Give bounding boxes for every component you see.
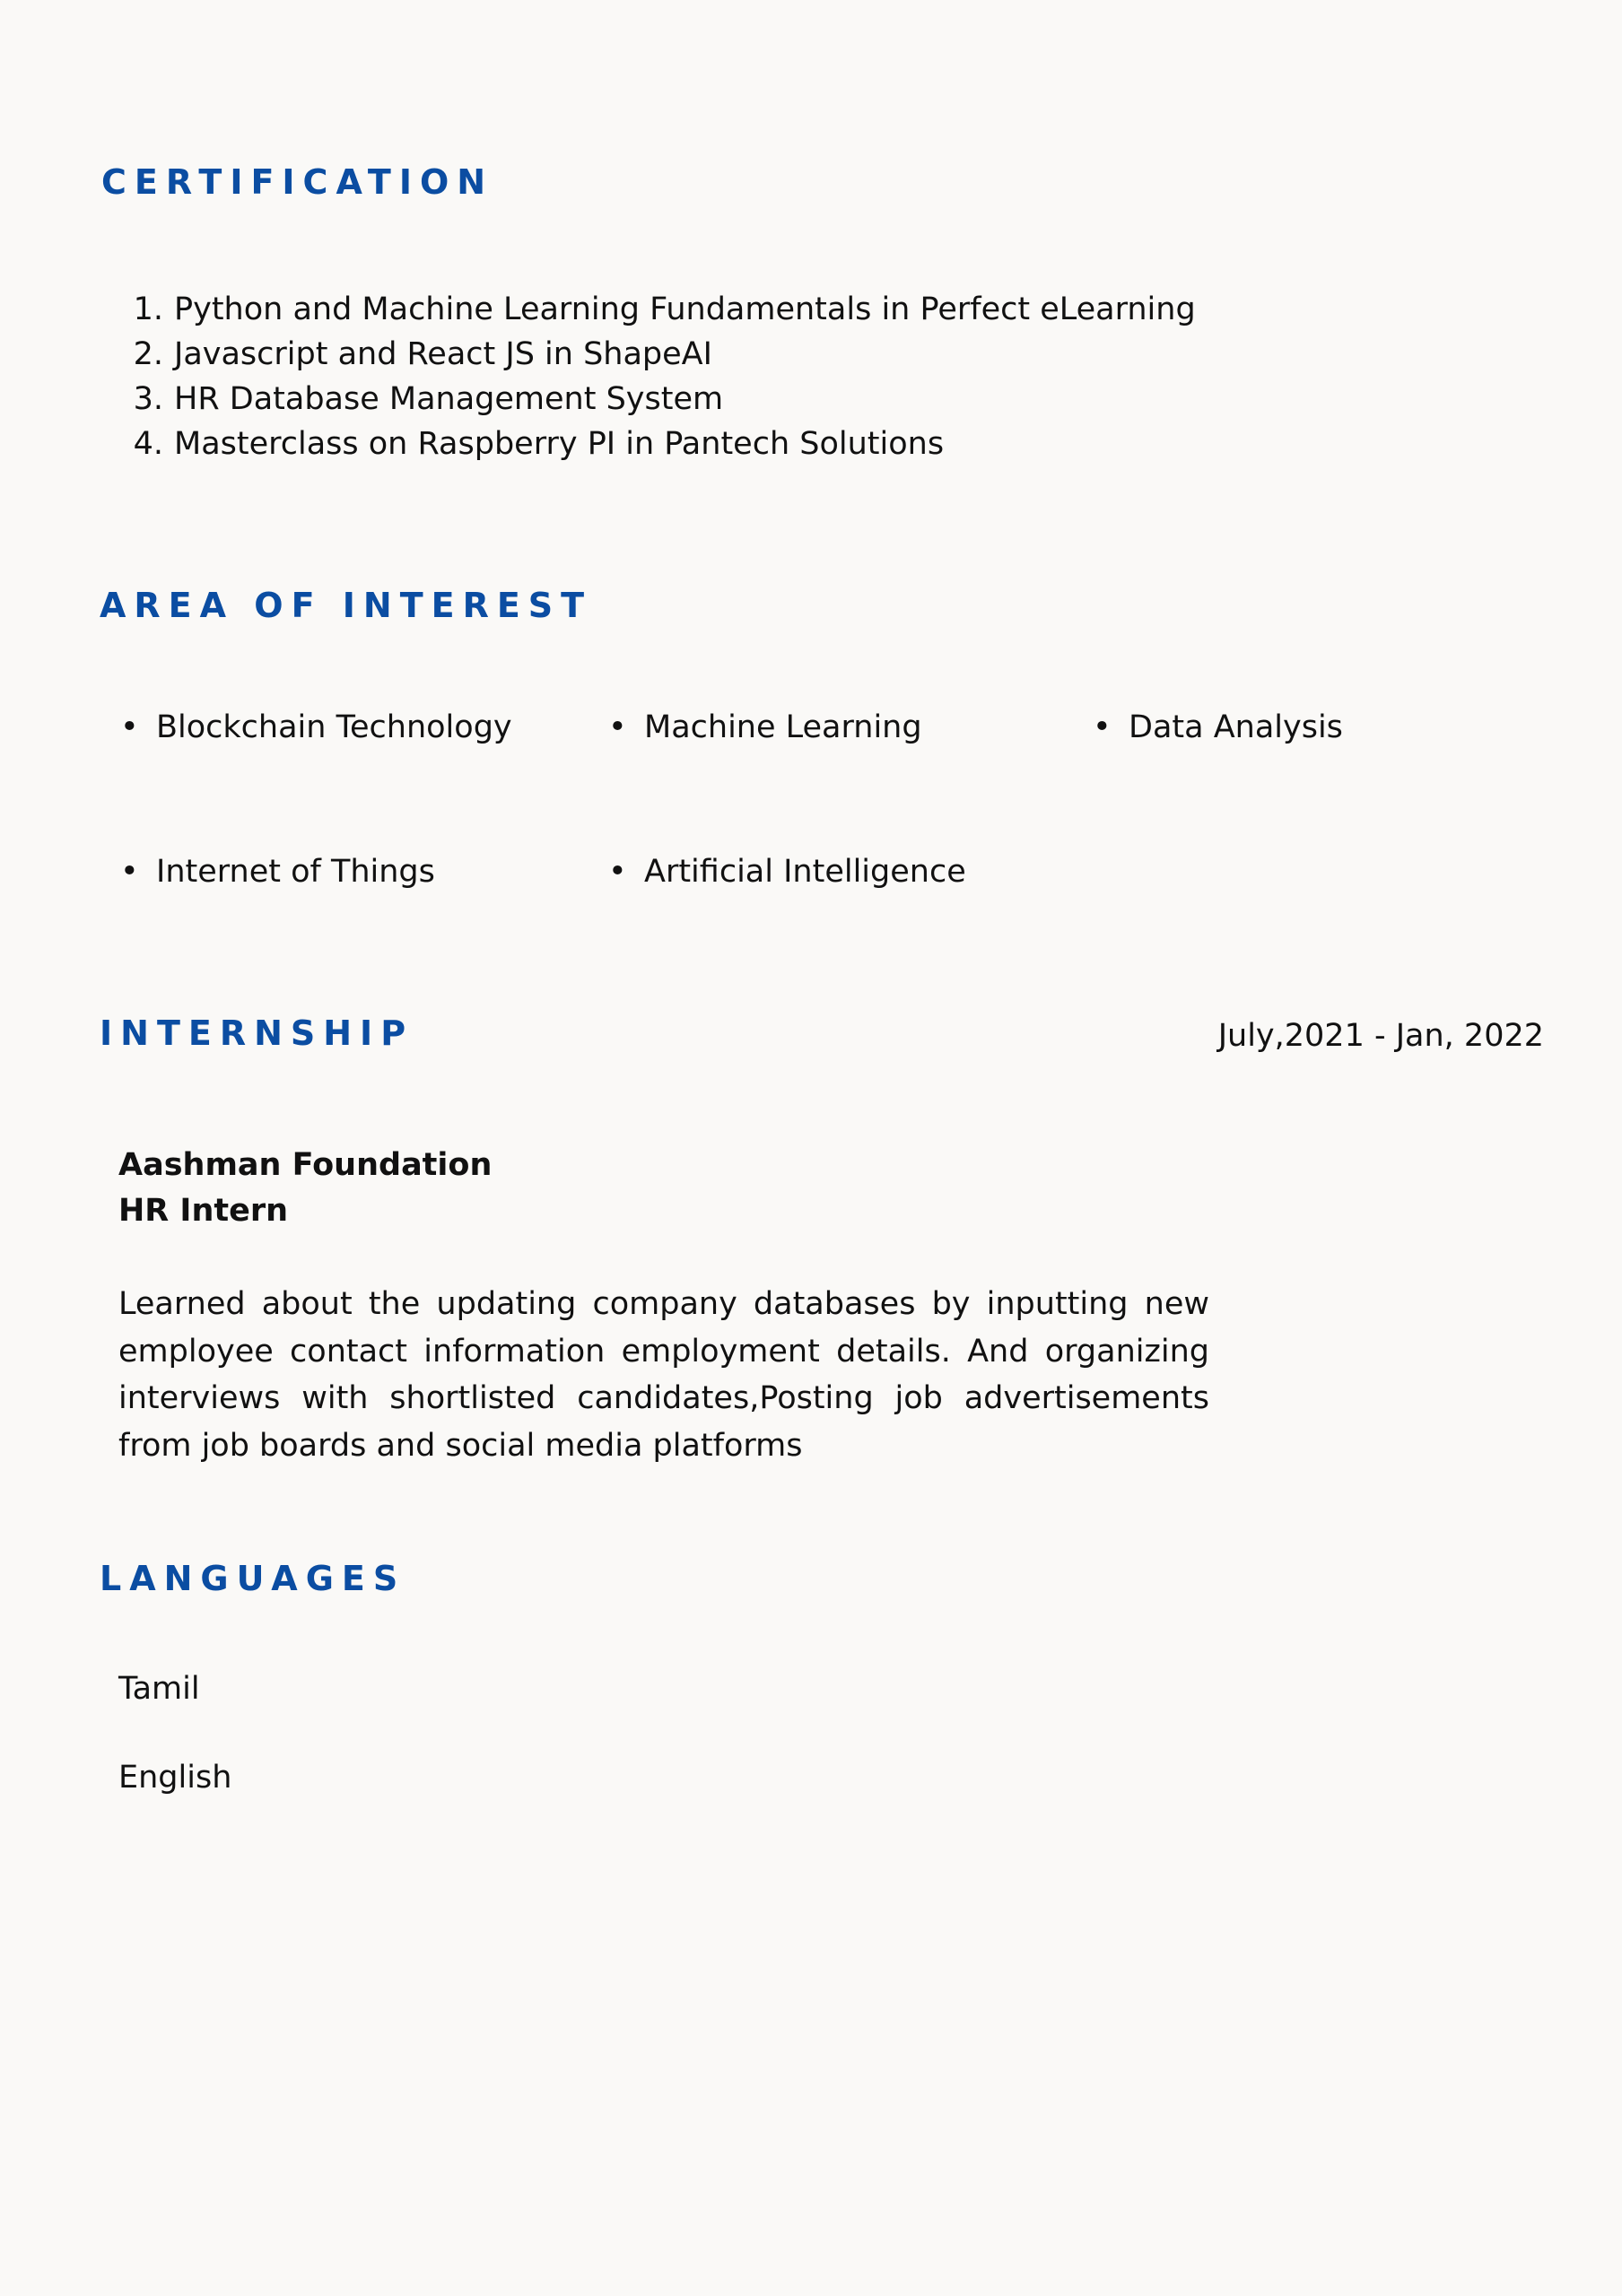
internship-dates: July,2021 - Jan, 2022 bbox=[1217, 1018, 1544, 1054]
certification-item bbox=[127, 422, 944, 466]
language-item: English bbox=[118, 1760, 232, 1796]
certification-item bbox=[127, 287, 1196, 332]
certification-number: 4. bbox=[133, 426, 163, 462]
interest-item bbox=[1093, 705, 1343, 750]
internship-description: Learned about the updating company databases by inputting new employee contact information employment details. And organizing interviews with shortlisted candidates,Posting job advertisements from job boards and social media platforms bbox=[118, 1286, 1209, 1464]
certification-number: 3. bbox=[133, 381, 163, 417]
certification-text: HR Database Management System bbox=[174, 381, 724, 417]
interest-label: Internet of Things bbox=[156, 854, 435, 890]
certification-item bbox=[127, 377, 723, 422]
certification-text: Masterclass on Raspberry PI in Pantech Solutions bbox=[174, 426, 945, 462]
bullet-icon: • bbox=[608, 709, 627, 745]
certification-number: 1. bbox=[133, 291, 163, 327]
bullet-icon: • bbox=[1093, 709, 1112, 745]
internship-heading: INTERNSHIP bbox=[100, 1013, 414, 1053]
interest-item bbox=[608, 705, 922, 750]
bullet-icon: • bbox=[120, 709, 139, 745]
certification-text: Python and Machine Learning Fundamentals in Perfect eLearning bbox=[174, 291, 1196, 327]
internship-role: HR Intern bbox=[118, 1193, 289, 1229]
interest-label: Data Analysis bbox=[1129, 709, 1343, 745]
certification-number: 2. bbox=[133, 336, 163, 372]
interest-label: Machine Learning bbox=[644, 709, 922, 745]
interest-label: Blockchain Technology bbox=[156, 709, 512, 745]
certification-text: Javascript and React JS in ShapeAI bbox=[174, 336, 712, 372]
interest-item bbox=[608, 849, 966, 894]
interest-label: Artificial Intelligence bbox=[644, 854, 966, 890]
internship-company: Aashman Foundation bbox=[118, 1147, 493, 1183]
language-item: Tamil bbox=[118, 1671, 200, 1707]
certification-item bbox=[127, 332, 712, 377]
certification-heading: CERTIFICATION bbox=[101, 162, 494, 202]
bullet-icon: • bbox=[120, 854, 139, 890]
interest-item bbox=[120, 849, 435, 894]
interest-heading: AREA OF INTEREST bbox=[100, 586, 593, 625]
bullet-icon: • bbox=[608, 854, 627, 890]
interest-item bbox=[120, 705, 512, 750]
languages-heading: LANGUAGES bbox=[100, 1559, 406, 1598]
